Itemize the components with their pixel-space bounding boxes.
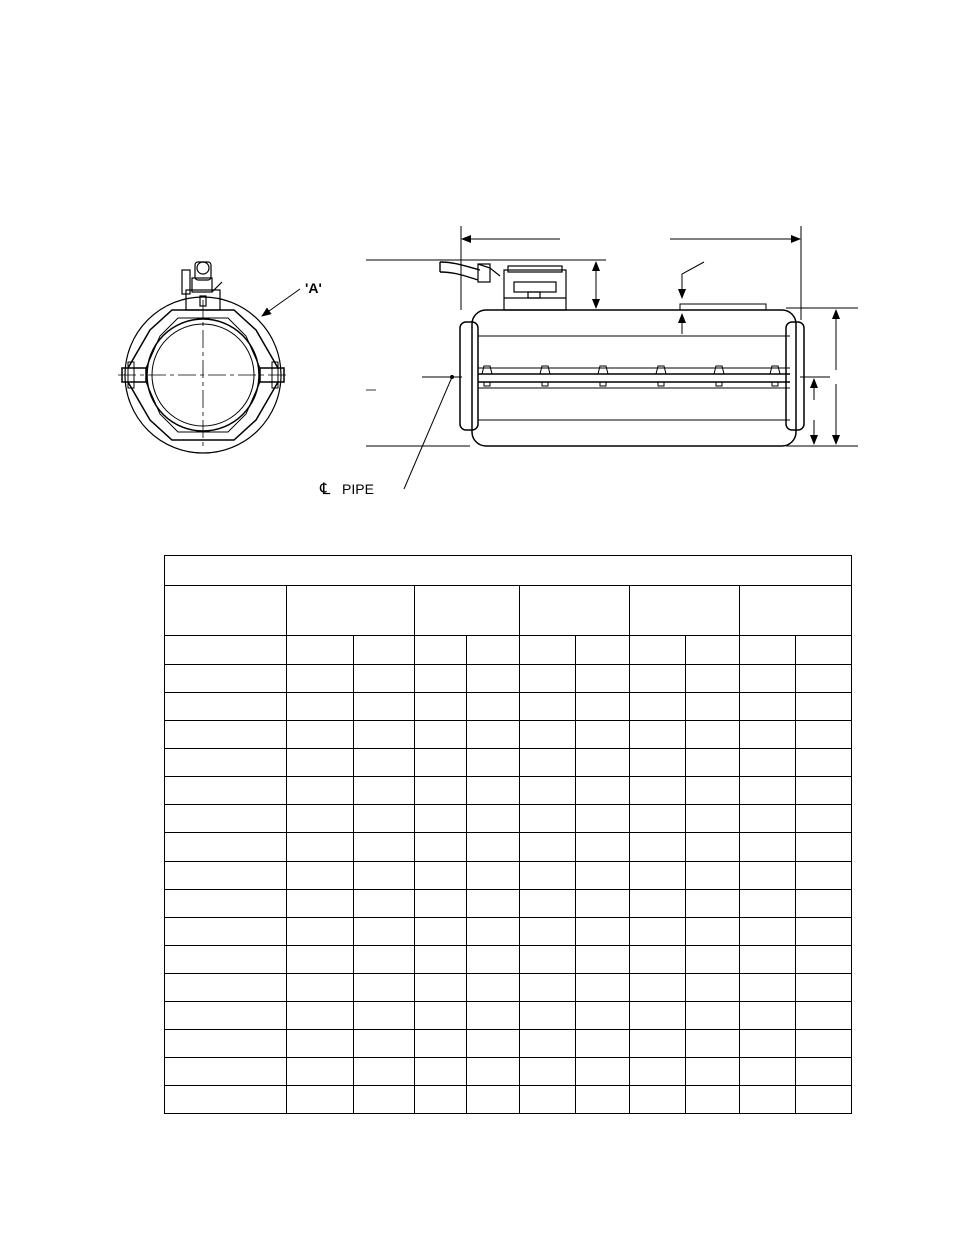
table-cell [165,833,287,861]
header-group [520,586,630,636]
table-row [165,665,852,693]
table-cell [467,665,520,693]
hose [440,262,480,280]
table-cell [796,805,852,833]
table-cell [630,777,686,805]
table-cell [415,833,467,861]
table-cell [165,805,287,833]
table-cell [576,833,630,861]
table-cell [415,721,467,749]
table-row [165,945,852,973]
table-cell [796,917,852,945]
table-cell [415,1085,467,1113]
table-cell [740,1001,796,1029]
table-cell [354,1029,415,1057]
table-cell [796,833,852,861]
sub-header [686,636,740,665]
table-row [165,693,852,721]
table-cell [686,889,740,917]
table-cell [686,749,740,777]
table-cell [686,1029,740,1057]
table-cell [796,973,852,1001]
table-cell [165,1057,287,1085]
detail-a-label: 'A' [305,280,322,296]
table-cell [630,917,686,945]
header-group [287,586,415,636]
sub-header [630,636,686,665]
table-cell [354,917,415,945]
table-cell [630,805,686,833]
bolt-row [482,366,780,386]
table-cell [630,973,686,1001]
table-cell [630,1057,686,1085]
table-cell [165,777,287,805]
table-row [165,1057,852,1085]
table-cell [576,1029,630,1057]
table-cell [467,1085,520,1113]
table-cell [467,889,520,917]
table-cell [686,693,740,721]
header-group [165,586,287,636]
table-cell [740,973,796,1001]
table-cell [165,945,287,973]
table-cell [354,1001,415,1029]
table-cell [287,917,354,945]
table-title [165,556,852,586]
table-cell [520,1029,576,1057]
table-cell [686,805,740,833]
table-cell [467,749,520,777]
table-cell [520,861,576,889]
table-cell [354,777,415,805]
table-cell [415,889,467,917]
table-cell [740,777,796,805]
table-cell [415,805,467,833]
table-cell [630,749,686,777]
table-cell [520,833,576,861]
table-cell [740,861,796,889]
table-cell [686,1085,740,1113]
table-row [165,1001,852,1029]
pipe-end-right [786,322,804,430]
table-body [165,665,852,1114]
table-cell [165,917,287,945]
table-cell [467,693,520,721]
table-cell [740,721,796,749]
table-cell [740,833,796,861]
table-cell [520,1001,576,1029]
table-row [165,1085,852,1113]
clamp-body [472,310,796,446]
table-cell [287,693,354,721]
table-cell [740,945,796,973]
table-cell [630,889,686,917]
table-cell [520,889,576,917]
table-cell [686,833,740,861]
table-cell [467,833,520,861]
table-cell [576,1001,630,1029]
table-cell [415,973,467,1001]
table-cell [467,945,520,973]
table-cell [686,945,740,973]
table-row [165,917,852,945]
table-cell [415,665,467,693]
table-cell [796,665,852,693]
table-cell [520,1057,576,1085]
table-cell [686,665,740,693]
header-group [740,586,852,636]
table-cell [630,945,686,973]
table-cell [686,1001,740,1029]
table-cell [467,973,520,1001]
table-cell [165,693,287,721]
table-cell [467,1001,520,1029]
table-cell [740,805,796,833]
table-cell [576,805,630,833]
table-cell [467,1029,520,1057]
table-cell [740,1057,796,1085]
table-cell [415,945,467,973]
table-cell [165,749,287,777]
table-row [165,1029,852,1057]
table-cell [287,805,354,833]
table-cell [287,889,354,917]
table-cell [576,693,630,721]
table-cell [796,1001,852,1029]
table-row [165,861,852,889]
centerline-label: PIPE [342,481,374,497]
table-cell [576,1085,630,1113]
table-cell [630,1029,686,1057]
table-cell [467,1057,520,1085]
table-cell [165,665,287,693]
table-cell [415,749,467,777]
table-cell [576,721,630,749]
table-cell [576,665,630,693]
table-cell [287,777,354,805]
table-row [165,889,852,917]
table-row [165,833,852,861]
table-row [165,749,852,777]
table-cell [165,1029,287,1057]
table-cell [354,833,415,861]
table-cell [287,1057,354,1085]
table-cell [520,721,576,749]
table-cell [796,693,852,721]
table-cell [165,861,287,889]
sub-header [576,636,630,665]
table-cell [287,945,354,973]
table-cell [796,721,852,749]
table-cell [354,749,415,777]
table-cell [415,917,467,945]
table-cell [467,777,520,805]
table-cell [686,721,740,749]
table-cell [796,1029,852,1057]
table-cell [576,973,630,1001]
table-cell [467,861,520,889]
table-cell [287,1085,354,1113]
table-cell [576,861,630,889]
table-cell [415,777,467,805]
table-cell [686,973,740,1001]
table-cell [796,861,852,889]
table-cell [520,917,576,945]
table-cell [287,665,354,693]
table-cell [796,1085,852,1113]
table-cell [520,945,576,973]
side-view [440,262,804,446]
table-cell [796,889,852,917]
table-cell [630,861,686,889]
table-cell [740,1085,796,1113]
table-cell [165,1001,287,1029]
table-cell [630,1085,686,1113]
table-cell [520,1085,576,1113]
table-cell [354,945,415,973]
table-cell [576,945,630,973]
table-cell [630,833,686,861]
table-cell [354,721,415,749]
table-cell [354,861,415,889]
table-cell [415,1029,467,1057]
table-cell [354,693,415,721]
table-cell [796,749,852,777]
table-cell [287,721,354,749]
table-cell [520,777,576,805]
table-cell [415,693,467,721]
valve-assembly [182,262,222,310]
dimension-table [164,555,852,1114]
table-cell [686,777,740,805]
table-cell [287,749,354,777]
sub-header [740,636,796,665]
table-cell [796,777,852,805]
table-row [165,973,852,1001]
table-row [165,721,852,749]
table-row [165,777,852,805]
table-cell [467,917,520,945]
table-cell [686,1057,740,1085]
table-cell [520,749,576,777]
table-cell [354,1057,415,1085]
table-cell [740,889,796,917]
table-cell [287,973,354,1001]
table-cell [287,1029,354,1057]
technical-drawing [0,0,954,540]
table-cell [686,861,740,889]
pipe-end-left [460,322,478,430]
sub-header [165,636,287,665]
centerline-leader [404,377,452,489]
table-cell [576,1057,630,1085]
detail-a-leader [262,289,300,316]
table-cell [165,889,287,917]
table-cell [520,665,576,693]
centerline-symbol: ℄ [320,481,331,498]
table-cell [576,777,630,805]
header-group [415,586,520,636]
table-cell [630,1001,686,1029]
table-cell [165,721,287,749]
table-cell [354,889,415,917]
table-cell [576,749,630,777]
table-cell [796,945,852,973]
sub-header [796,636,852,665]
table-cell [630,693,686,721]
table-cell [740,665,796,693]
table-cell [354,1085,415,1113]
table-cell [520,973,576,1001]
table-cell [740,1029,796,1057]
table-cell [415,861,467,889]
table-cell [415,1001,467,1029]
table-cell [354,665,415,693]
table-cell [576,917,630,945]
table-cell [740,749,796,777]
table-cell [165,1085,287,1113]
table-cell [415,1057,467,1085]
table-cell [630,721,686,749]
sub-header [415,636,467,665]
table-cell [740,693,796,721]
outlet-box [478,264,566,310]
table-cell [740,917,796,945]
table-cell [520,805,576,833]
table-cell [520,693,576,721]
table-cell [165,973,287,1001]
end-view [118,262,290,453]
table-cell [287,1001,354,1029]
sub-header [354,636,415,665]
table-cell [796,1057,852,1085]
table-cell [354,973,415,1001]
header-group [630,586,740,636]
table-cell [467,721,520,749]
table-cell [686,917,740,945]
table-cell [287,833,354,861]
table-cell [576,889,630,917]
sub-header-row [165,636,852,665]
table-cell [467,805,520,833]
sub-header [467,636,520,665]
sub-header [287,636,354,665]
table-row [165,805,852,833]
table-cell [354,805,415,833]
sub-header [520,636,576,665]
table-cell [287,861,354,889]
table-cell [630,665,686,693]
